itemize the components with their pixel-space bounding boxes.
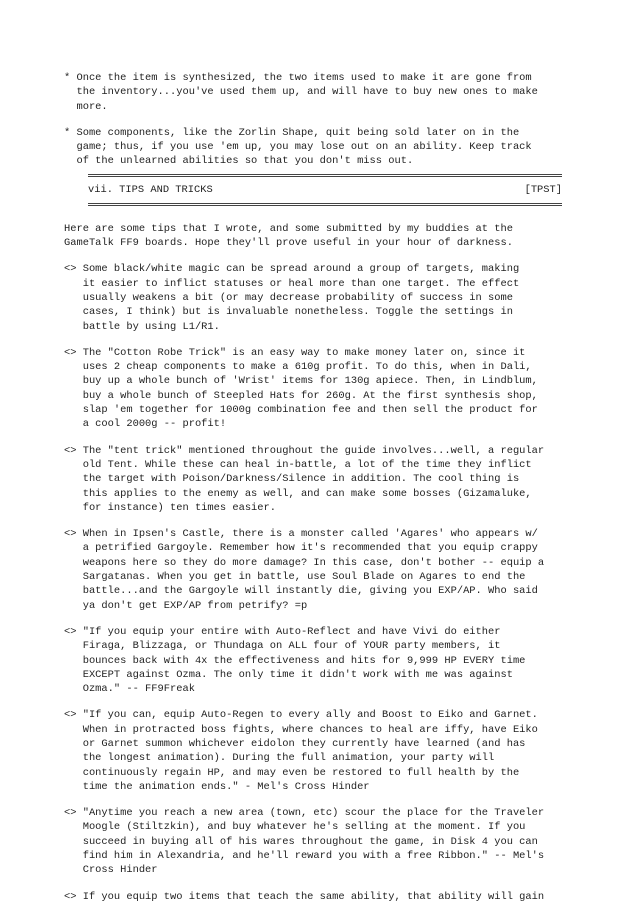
- tip-item: <> "Anytime you reach a new area (town, etc) scour the place for the Traveler Moogle (Stiltzkin), and buy whatever he's selling at the moment. If you succeed in buying all of his wares throughout the game, in Disk 4 you can find him in Alexandria, and he'll reward you with a free Ribbon." -- Mel's Cross Hinder: [64, 807, 545, 877]
- bullet-synthesis-consumes: * Once the item is synthesized, the two items used to make it are gone from the inventory...you've used them up, and will have to buy new ones to make more.: [64, 72, 538, 113]
- section-rule-bottom: [88, 203, 562, 206]
- tip-item: <> Some black/white magic can be spread around a group of targets, making it easier to inflict statuses or heal more than one target. The effect usually weakens a bit (or may decrease probability of success in some cases, I think) but is invaluable nonetheless. Toggle the settings in battle by using L1/R1.: [64, 263, 520, 333]
- tip-item: <> "If you equip your entire with Auto-Reflect and have Vivi do either Firaga, Blizzaga, or Thundaga on ALL four of YOUR party members, it bounces back with 4x the effectiveness and hits for 9,999 HP EVERY time EXCEPT against Ozma. The only time it didn't work with me was against Ozma." -- FF9Freak: [64, 625, 526, 696]
- section-tag: [TPST]: [524, 183, 562, 196]
- document-page: [64, 71, 634, 904]
- section-heading: [88, 183, 562, 197]
- tip-item: <> "If you can, equip Auto-Regen to every ally and Boost to Eiko and Garnet. When in protracted boss fights, where chances to heal are iffy, have Eiko or Garnet summon whichever eidolon they currently have learned (and has the longest animation). During the full animation, your party will continuously regain HP, and may even be restored to full health by the time the animation ends." - Mel's Cross Hinder: [64, 709, 538, 793]
- intro-paragraph: Here are some tips that I wrote, and some submitted by my buddies at the GameTalk FF9 boards. Hope they'll prove useful in your hour of darkness.: [64, 222, 513, 250]
- tip-item: <> If you equip two items that teach the same ability, that ability will gain: [64, 890, 545, 903]
- bullet-components-discontinued: * Some components, like the Zorlin Shape, quit being sold later on in the game; thus, if you use 'em up, you may lose out on an ability. Keep track of the unlearned abilities so that you don't miss out.: [64, 126, 532, 168]
- tip-item: <> The "Cotton Robe Trick" is an easy way to make money later on, since it uses 2 cheap components to make a 610g profit. To do this, when in Dali, buy up a whole bunch of 'Wrist' items for 130g apiece. Then, in Lindblum, buy a whole bunch of Steepled Hats for 260g. At the first synthesis shop, slap 'em together for 1000g combination fee and then sell the product for a cool 2000g -- profit!: [64, 346, 538, 431]
- tip-item: <> When in Ipsen's Castle, there is a monster called 'Agares' who appears w/ a petrified Gargoyle. Remember how it's recommended that you equip crappy weapons here so they do more damage? In this case, don't bother -- equip a Sargatanas. When you get in battle, use Soul Blade on Agares to end the battle...and the Gargoyle will instantly die, giving you EXP/AP. Who said ya don't get EXP/AP from petrify? =p: [64, 528, 545, 612]
- tip-item: <> The "tent trick" mentioned throughout the guide involves...well, a regular old Tent. While these can heal in-battle, a lot of the time they inflict the target with Poison/Darkness/Silence in addition. The cool thing is this applies to the enemy as well, and can make some bosses (Gizamaluke, for instance) ten times easier.: [64, 444, 545, 514]
- section-title: vii. TIPS AND TRICKS: [88, 183, 213, 196]
- section-rule-top: [88, 174, 562, 177]
